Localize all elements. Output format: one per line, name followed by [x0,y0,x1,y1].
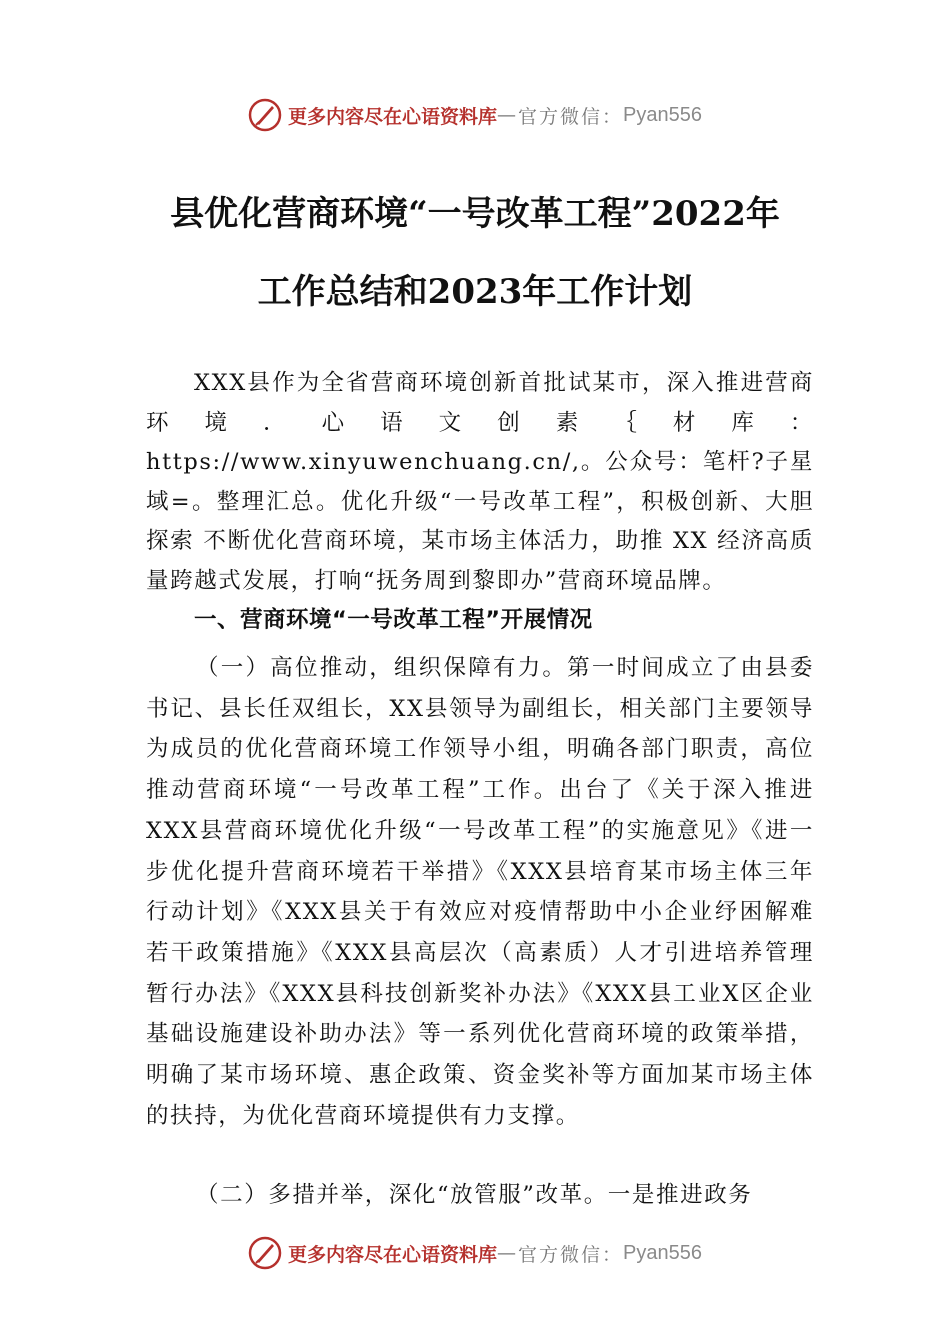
section-1-paragraph-2: （二）多措并举，深化“放管服”改革。一是推进政务 [196,1182,753,1208]
banner-dash: — [497,104,519,126]
banner-wechat-label: 官方微信： [518,1243,624,1266]
quill-logo-icon [248,98,282,132]
banner-wechat-label: 官方微信： [518,105,624,128]
banner-wechat-id: Pyan556 [623,103,702,126]
document-title-line-1: 县优化营商环境“一号改革工程”2022年 [170,194,780,234]
banner-wechat-id: Pyan556 [623,1241,702,1264]
banner-dash: — [497,1242,519,1264]
banner-ad-text: 更多内容尽在心语资料库 [288,105,498,128]
watermark-banner-top [0,95,950,135]
intro-paragraph: XXX县作为全省营商环境创新首批试某市，深入推进营商环境．心语文创素｛材库：https://www.xinyuwenchuang.cn/,。公众号：笔杆?子星域=。整理汇总。优化升级“一号改革工程”，积极创新、大胆探索 不断优化营商环境，某市场主体活力，助推 XX 经济高质量跨越式发展，打响“抚务周到黎即办”营商环境品牌。 [146,370,814,594]
document-title-line-2: 工作总结和2023年工作计划 [257,272,693,312]
banner-ad-text: 更多内容尽在心语资料库 [288,1243,498,1266]
section-heading-1: 一、营商环境“一号改革工程”开展情况 [194,607,593,633]
watermark-banner-bottom [0,1233,950,1273]
section-1-paragraph-1: （一）高位推动，组织保障有力。第一时间成立了由县委书记、县长任双组长，XX县领导为副组长，相关部门主要领导为成员的优化营商环境工作领导小组，明确各部门职责，高位推动营商环境“一号改革工程”工作。出台了《关于深入推进 XXX县营商环境优化升级“一号改革工程”的实施意见》《进一步优化提升营商环境若干举措》《XXX县培育某市场主体三年行动计划》《XXX县关于有效应对疫情帮助中小企业纾困解难若干政策措施》《XXX县高层次（高素质）人才引进培养管理暂行办法》《XXX县科技创新奖补办法》《XXX县工业X区企业基础设施建设补助办法》等一系列优化营商环境的政策举措，明确了某市场环境、惠企政策、资金奖补等方面加某市场主体的扶持，为优化营商环境提供有力支撑。 [146,655,814,1129]
quill-logo-icon [248,1236,282,1270]
